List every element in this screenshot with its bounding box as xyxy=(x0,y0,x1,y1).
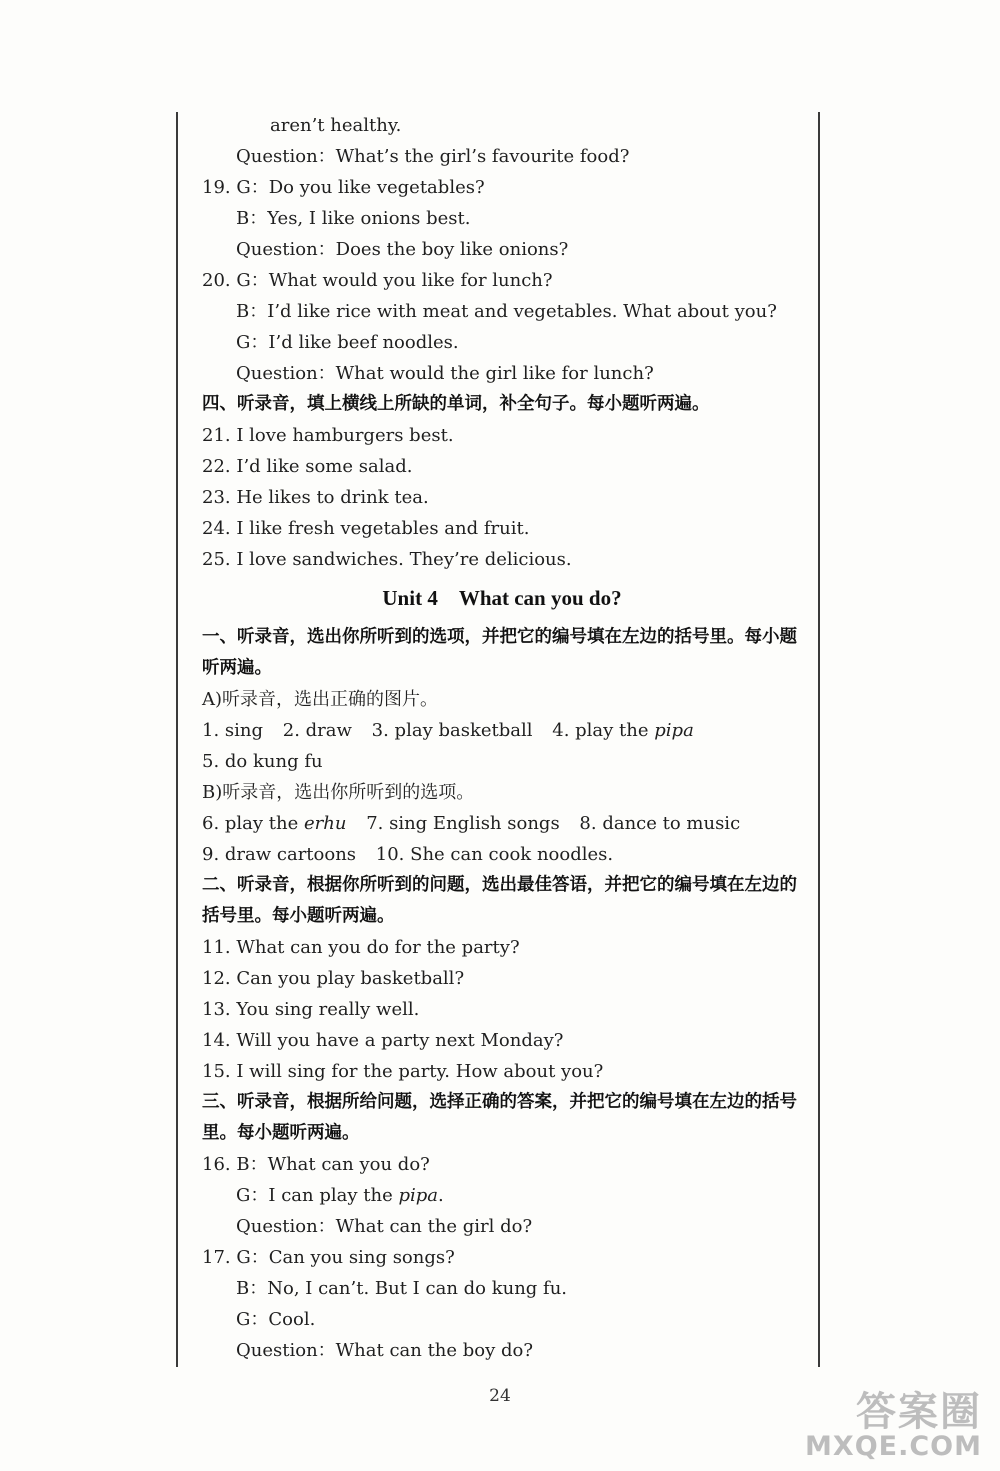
watermark-logo xyxy=(805,1388,982,1462)
text-line: 21. I love hamburgers best. xyxy=(202,425,454,446)
option-item: 8. dance to music xyxy=(579,813,741,834)
text-line: 22. I’d like some salad. xyxy=(202,456,413,477)
unit-title: Unit 4 What can you do? xyxy=(382,586,622,610)
right-margin-rule xyxy=(818,112,820,1367)
page-content xyxy=(202,110,802,1366)
italic-word: erhu xyxy=(304,813,347,834)
text-line: 19. G：Do you like vegetables? xyxy=(202,177,485,198)
text-line: G：Cool. xyxy=(236,1309,316,1330)
text-line: 24. I like fresh vegetables and fruit. xyxy=(202,518,530,539)
option-item: 7. sing English songs xyxy=(366,813,560,834)
text-line: 11. What can you do for the party? xyxy=(202,937,520,958)
options-line xyxy=(202,715,802,746)
text-line: B：I’d like rice with meat and vegetables. What about you? xyxy=(236,301,777,322)
italic-word: pipa xyxy=(398,1185,438,1206)
text-segment: G：I can play the xyxy=(236,1185,393,1206)
text-line: 14. Will you have a party next Monday? xyxy=(202,1030,564,1051)
text-segment: . xyxy=(438,1185,444,1206)
section-heading: 四、听录音，填上横线上所缺的单词，补全句子。每小题听两遍。 xyxy=(202,394,710,414)
options-line xyxy=(202,839,802,870)
text-line xyxy=(202,1180,802,1211)
subsection-heading: A)听录音，选出正确的图片。 xyxy=(202,689,439,710)
text-line: B：Yes, I like onions best. xyxy=(236,208,471,229)
section-heading: 二、听录音，根据你所听到的问题，选出最佳答语，并把它的编号填在左边的括号里。每小题听两遍。 xyxy=(202,875,797,926)
page-number: 24 xyxy=(489,1386,511,1406)
option-item: 3. play basketball xyxy=(371,720,533,741)
text-line: Question：What can the girl do? xyxy=(236,1216,533,1237)
options-line xyxy=(202,808,802,839)
option-item: 6. play the xyxy=(202,813,299,834)
text-line: 16. B：What can you do? xyxy=(202,1154,430,1175)
text-line: Question：Does the boy like onions? xyxy=(236,239,569,260)
italic-word: pipa xyxy=(654,720,694,741)
watermark-url: MXQE.COM xyxy=(805,1430,982,1462)
text-line: B：No, I can’t. But I can do kung fu. xyxy=(236,1278,568,1299)
text-line: G：I’d like beef noodles. xyxy=(236,332,459,353)
text-line: Question：What’s the girl’s favourite food? xyxy=(236,146,630,167)
text-line: 13. You sing really well. xyxy=(202,999,420,1020)
text-line: Question：What can the boy do? xyxy=(236,1340,534,1361)
watermark-text: 答案圈 xyxy=(856,1388,982,1435)
text-line: aren’t healthy. xyxy=(270,115,402,136)
text-line: 17. G：Can you sing songs? xyxy=(202,1247,455,1268)
text-line: 5. do kung fu xyxy=(202,751,323,772)
option-item: 9. draw cartoons xyxy=(202,844,357,865)
text-line: 12. Can you play basketball? xyxy=(202,968,465,989)
left-margin-rule xyxy=(176,112,178,1367)
text-line: 23. He likes to drink tea. xyxy=(202,487,429,508)
option-item: 1. sing xyxy=(202,720,264,741)
option-item: 2. draw xyxy=(282,720,352,741)
subsection-heading: B)听录音，选出你所听到的选项。 xyxy=(202,782,475,803)
section-heading: 一、听录音，选出你所听到的选项，并把它的编号填在左边的括号里。每小题听两遍。 xyxy=(202,627,797,678)
text-line: Question：What would the girl like for lunch? xyxy=(236,363,654,384)
text-line: 20. G：What would you like for lunch? xyxy=(202,270,553,291)
text-line: 15. I will sing for the party. How about you? xyxy=(202,1061,604,1082)
option-item: 4. play the xyxy=(552,720,649,741)
option-item: 10. She can cook noodles. xyxy=(375,844,614,865)
section-heading: 三、听录音，根据所给问题，选择正确的答案，并把它的编号填在左边的括号里。每小题听两遍。 xyxy=(202,1092,797,1143)
text-line: 25. I love sandwiches. They’re delicious. xyxy=(202,549,572,570)
